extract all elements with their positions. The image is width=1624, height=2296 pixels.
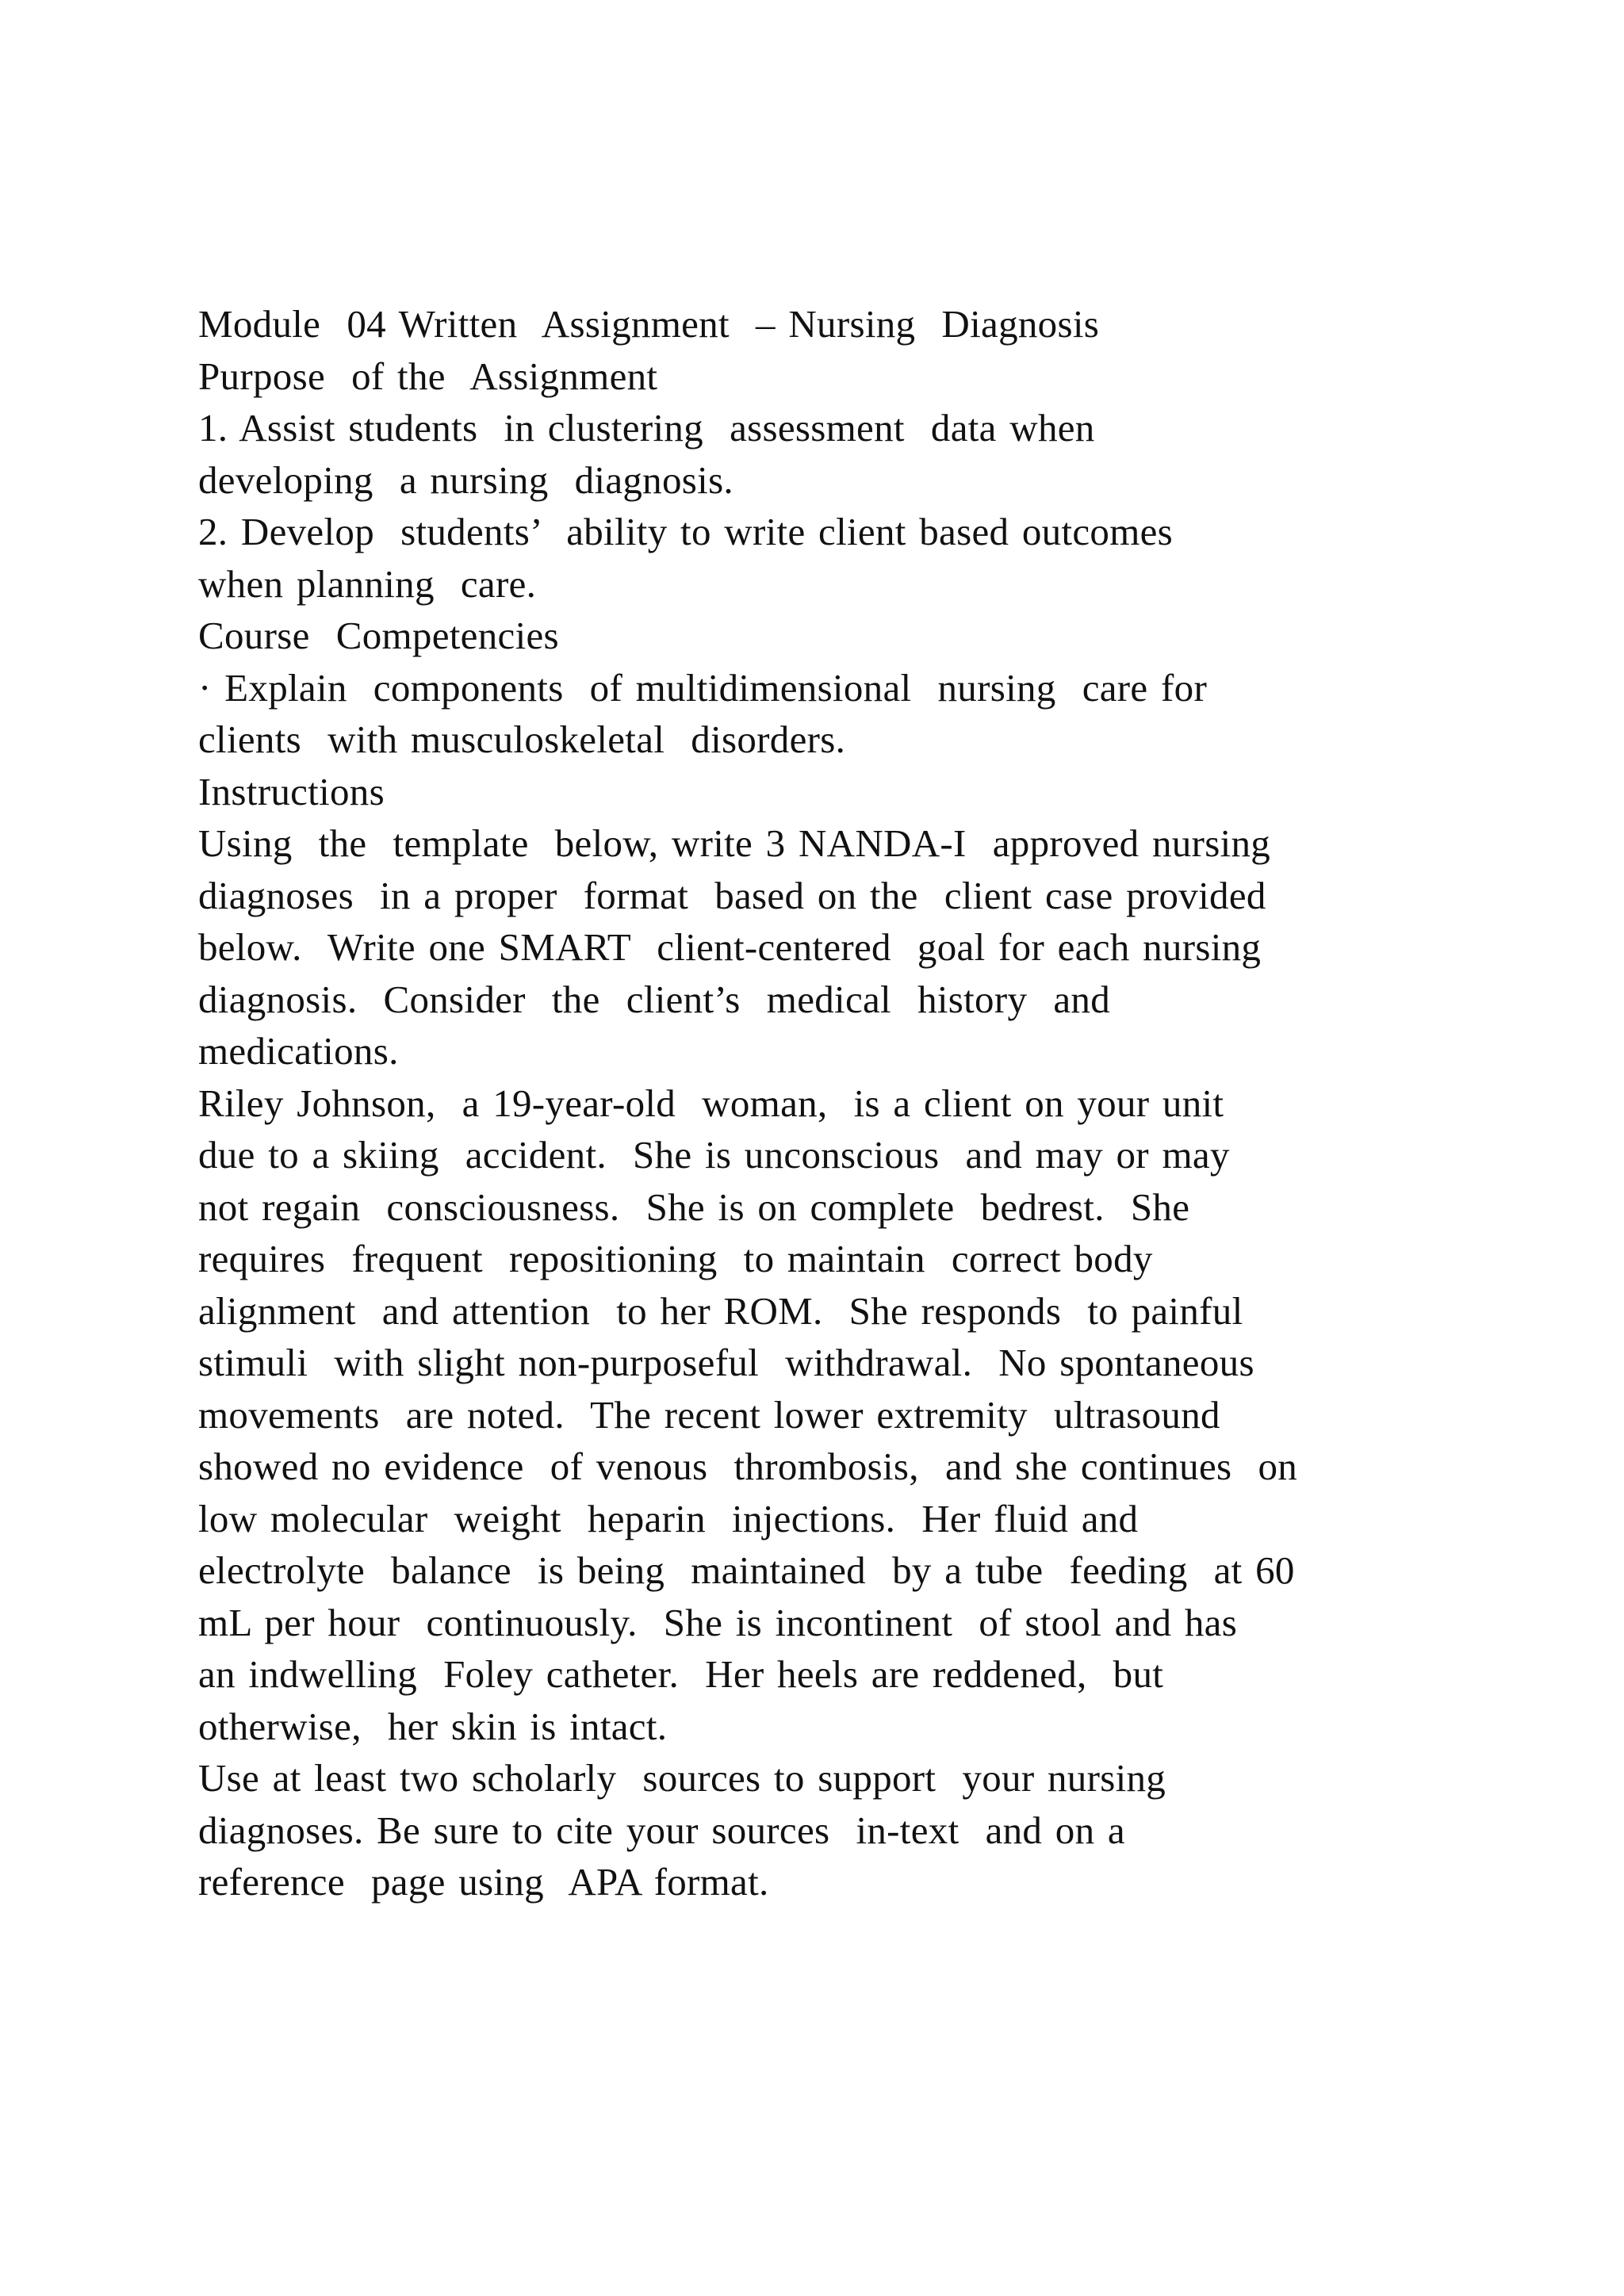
section-heading-purpose: Purpose of the Assignment xyxy=(198,354,658,398)
case-text-line: not regain consciousness. She is on complete bedrest. She xyxy=(198,1184,1190,1229)
text-line: 1. Assist students in clustering assessment data when xyxy=(198,406,1095,450)
text-line: reference page using APA format. xyxy=(198,1860,769,1904)
text-line: below. Write one SMART client-centered goal for each nursing xyxy=(198,925,1262,969)
document-body xyxy=(198,298,1483,1908)
text-line: clients with musculoskeletal disorders. xyxy=(198,718,846,761)
section-heading-instructions: Instructions xyxy=(198,769,385,813)
case-text-line: alignment and attention to her ROM. She responds to painful xyxy=(198,1288,1243,1333)
case-text-line: electrolyte balance is being maintained by a tube feeding at 60 xyxy=(198,1548,1295,1592)
case-text-line: requires frequent repositioning to maintain correct body xyxy=(198,1237,1153,1280)
text-line: diagnoses. Be sure to cite your sources in-text and on a xyxy=(198,1808,1125,1852)
case-text-line: low molecular weight heparin injections. Her fluid and xyxy=(198,1496,1139,1540)
case-text-line: an indwelling Foley catheter. Her heels are reddened, but xyxy=(198,1652,1164,1696)
text-line: Use at least two scholarly sources to support your nursing xyxy=(198,1756,1166,1800)
case-text-line: due to a skiing accident. She is unconscious and may or may xyxy=(198,1133,1230,1177)
case-text-line: mL per hour continuously. She is incontinent of stool and has xyxy=(198,1600,1238,1644)
text-line: when planning care. xyxy=(198,561,537,606)
text-line: 2. Develop students’ ability to write client based outcomes xyxy=(198,510,1174,553)
case-text-line: stimuli with slight non-purposeful withdrawal. No spontaneous xyxy=(198,1341,1254,1384)
text-line: diagnoses in a proper format based on the client case provided xyxy=(198,873,1266,917)
text-line: Using the template below, write 3 NANDA-I approved nursing xyxy=(198,821,1271,865)
case-text-line: showed no evidence of venous thrombosis, and she continues on xyxy=(198,1445,1298,1488)
text-line: diagnosis. Consider the client’s medical history and xyxy=(198,977,1111,1021)
section-heading-competencies: Course Competencies xyxy=(198,614,559,657)
text-line: · Explain components of multidimensional nursing care for xyxy=(198,665,1208,710)
case-text-line: otherwise, her skin is intact. xyxy=(198,1704,668,1748)
case-text-line: Riley Johnson, a 19-year-old woman, is a client on your unit xyxy=(198,1081,1224,1125)
text-line: developing a nursing diagnosis. xyxy=(198,457,733,502)
case-text-line: movements are noted. The recent lower extremity ultrasound xyxy=(198,1392,1220,1437)
text-line: medications. xyxy=(198,1029,399,1073)
document-title: Module 04 Written Assignment – Nursing Diagnosis xyxy=(198,302,1100,346)
